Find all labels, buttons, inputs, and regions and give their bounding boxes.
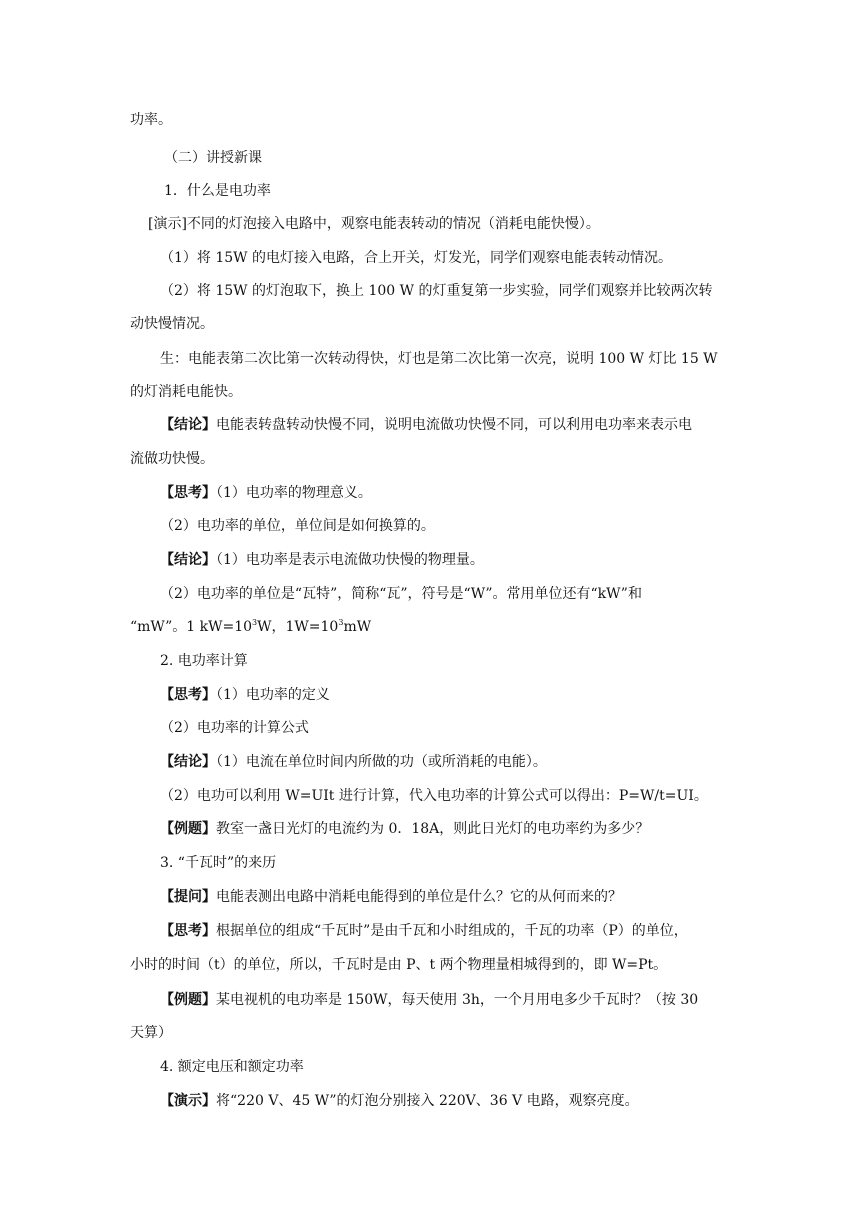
subsection-heading: 1．什么是电功率	[164, 183, 271, 199]
paragraph-line: 【思考】（1）电功率的物理意义。	[160, 485, 372, 501]
paragraph-line: （1）将 15W 的电灯接入电路，合上开关，灯发光，同学们观察电能表转动情况。	[160, 250, 673, 266]
paragraph-line: 流做功快慢。	[130, 451, 214, 467]
demo-tag: 【演示】	[160, 1093, 216, 1109]
paragraph-line: （2）电功可以利用 W=UIt 进行计算，代入电功率的计算公式可以得出：P=W/t=UI。	[160, 788, 708, 804]
paragraph-line: （2）电功率的单位是“瓦特”，简称“瓦”，符号是“W”。常用单位还有“kW”和	[160, 586, 642, 602]
subsection-heading: 4. 额定电压和额定功率	[160, 1059, 304, 1075]
paragraph-line: 功率。	[130, 112, 172, 128]
paragraph-line: 生：电能表第二次比第一次转动得快，灯也是第二次比第一次亮，说明 100 W 灯比 15 W	[160, 351, 718, 367]
paragraph-line: （2）电功率的单位，单位间是如何换算的。	[160, 518, 435, 534]
paragraph-line: 【结论】（1）电流在单位时间内所做的功（或所消耗的电能）。	[160, 754, 547, 770]
question-tag: 【提问】	[160, 889, 216, 905]
think-tag: 【思考】	[160, 687, 216, 703]
paragraph-line: 【思考】根据单位的组成“千瓦时”是由千瓦和小时组成的，千瓦的功率（P）的单位，	[160, 923, 688, 939]
section-heading: （二）讲授新课	[164, 150, 262, 166]
paragraph-line: 动快慢情况。	[130, 316, 214, 332]
conclusion-tag: 【结论】	[160, 552, 216, 568]
example-tag: 【例题】	[160, 821, 216, 837]
subsection-heading: 3. “千瓦时”的来历	[160, 855, 277, 871]
paragraph-line: [演示]不同的灯泡接入电路中，观察电能表转动的情况（消耗电能快慢）。	[148, 216, 600, 232]
conclusion-tag: 【结论】	[160, 417, 216, 433]
think-tag: 【思考】	[160, 923, 216, 939]
paragraph-line: 【演示】将“220 V、45 W”的灯泡分别接入 220V、36 V 电路，观察亮度。	[160, 1093, 639, 1109]
paragraph-line: （2）将 15W 的灯泡取下，换上 100 W 的灯重复第一步实验，同学们观察并比较两次转	[160, 283, 713, 299]
paragraph-line: “mW”。1 $kW=10^3W$，$1W=10^3mW$	[130, 618, 372, 635]
paragraph-line: 【例题】教室一盏日光灯的电流约为 0．18A，则此日光灯的电功率约为多少？	[160, 821, 650, 837]
paragraph-line: 【结论】电能表转盘转动快慢不同，说明电流做功快慢不同，可以利用电功率来表示电	[160, 417, 692, 433]
think-tag: 【思考】	[160, 485, 216, 501]
subsection-heading: 2. 电功率计算	[160, 653, 248, 669]
paragraph-line: 【提问】电能表测出电路中消耗电能得到的单位是什么？它的从何而来的？	[160, 889, 622, 905]
paragraph-line: 【思考】（1）电功率的定义	[160, 687, 330, 703]
paragraph-line: 【例题】某电视机的电功率是 150W，每天使用 3h，一个月用电多少千瓦时？（按 30	[160, 992, 699, 1008]
conclusion-tag: 【结论】	[160, 754, 216, 770]
paragraph-line: 的灯消耗电能快。	[130, 384, 242, 400]
paragraph-line: 小时的时间（t）的单位，所以，千瓦时是由 P、t 两个物理量相城得到的，即 W=Pt。	[130, 957, 668, 973]
paragraph-line: （2）电功率的计算公式	[160, 720, 309, 736]
paragraph-line: 天算）	[130, 1025, 172, 1041]
example-tag: 【例题】	[160, 992, 216, 1008]
paragraph-line: 【结论】（1）电功率是表示电流做功快慢的物理量。	[160, 552, 484, 568]
